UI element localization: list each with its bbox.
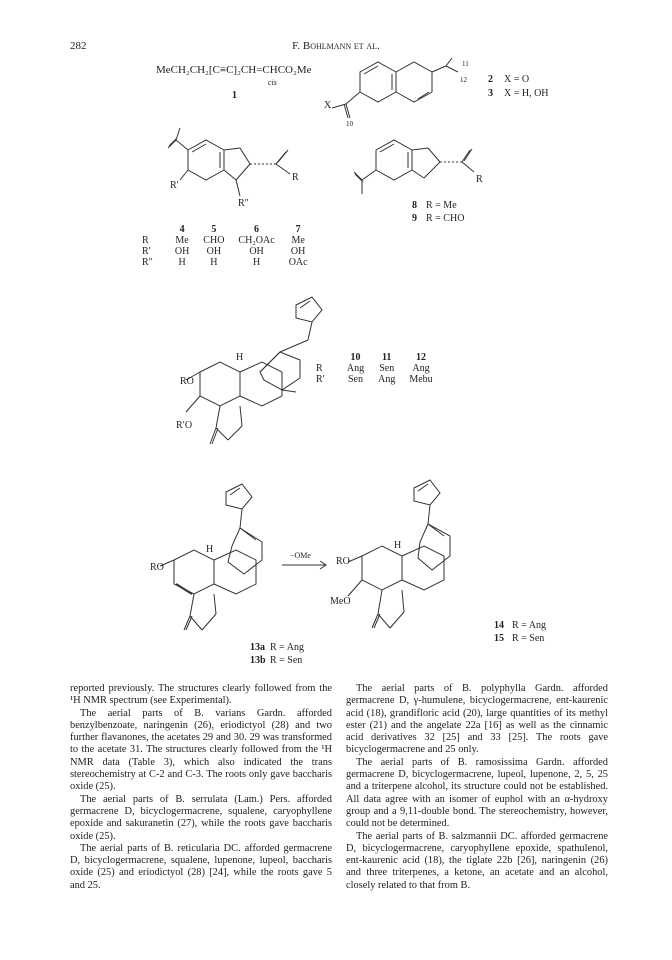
header-11: 11 <box>381 352 392 363</box>
atom-11: 11 <box>462 60 469 68</box>
def-3: X = H, OH <box>504 88 549 99</box>
cell: OH <box>174 246 190 257</box>
label-13b: 13b <box>250 655 266 666</box>
running-head: F. Bohlmann et al. <box>292 40 380 52</box>
paragraph: The aerial parts of B. serrulata (Lam.) Pers. afforded germacrene D, bicyclogermacrene, squalene, caryophyllene epoxide and sakuranetin (27), while the roots gave baccharis oxide (25). <box>70 793 332 842</box>
cell: Sen <box>379 363 395 374</box>
structure-13 <box>160 484 262 630</box>
atom-12: 12 <box>460 76 467 84</box>
formula-1: MeCH₂CH₂[C≡C]₂CH=CHCO₂Me <box>156 64 312 76</box>
cell: Me <box>291 235 305 246</box>
label-9: 9 <box>412 213 417 224</box>
header-4: 4 <box>179 224 185 235</box>
def-13a: R = Ang <box>270 642 304 653</box>
page-number: 282 <box>70 40 87 52</box>
cell: CHO <box>203 235 225 246</box>
right-h: H <box>394 540 402 551</box>
row-label: R″ <box>142 257 153 268</box>
sub-r-4-7: R <box>292 172 299 183</box>
def-2: X = O <box>504 74 530 85</box>
text-column-right <box>346 683 608 892</box>
cell: Ang <box>412 363 430 374</box>
paragraph: The aerial parts of B. varians Gardn. afforded benzylbenzoate, naringenin (26), eriodictyol (28) and two further flavanones, the acetates 29 and 30. 29 was transformed to the acetate 31. The structures clearly followed from the ¹H NMR data (Table 3), which also indicated the trans stereochemistry at C-2 and C-3. The roots only gave baccharis oxide (25). <box>70 707 332 793</box>
label-8: 8 <box>412 200 417 211</box>
structure-4-7 <box>168 128 290 196</box>
def-9: R = CHO <box>426 213 465 224</box>
sub-r2-4-7: R″ <box>238 198 249 209</box>
atom-10: 10 <box>346 120 353 128</box>
structure-8-9 <box>354 140 474 194</box>
structure-10-12 <box>186 297 322 444</box>
paragraph: reported previously. The structures clearly followed from the ¹H NMR spectrum (see Experimental). <box>70 683 332 707</box>
left-h: H <box>206 544 214 555</box>
formula-1-stereo: cis <box>268 78 277 87</box>
def-14: R = Ang <box>512 620 546 631</box>
left-ro: RO <box>150 562 164 573</box>
label-x: X <box>324 100 332 111</box>
row-label: R′ <box>142 246 151 257</box>
label-14: 14 <box>494 620 504 631</box>
row-label: R <box>316 363 323 374</box>
cell: Mebu <box>409 374 433 385</box>
label-13a: 13a <box>250 642 265 653</box>
paragraph: The aerial parts of B. polyphylla Gardn. afforded germacrene D, γ-humulene, bicyclogermacrene, ent-kaurenic acid (18), grandifloric acid (20), large quantities of its methyl ester (21) and the angelate 22a [16] as well as the cinnamic acid derivatives 32 [25] and 33 [25]. The roots gave bicyclogermacrene and 25 only. <box>346 683 608 756</box>
table-4-7 <box>142 224 322 268</box>
sub-r1-4-7: R′ <box>170 180 179 191</box>
structure-2-3 <box>332 58 458 118</box>
label-3: 3 <box>488 88 493 99</box>
cell: OAc <box>288 257 308 268</box>
label-1: 1 <box>232 90 237 101</box>
header-12: 12 <box>416 352 426 363</box>
cell: OH <box>290 246 306 257</box>
paragraph: The aerial parts of B. salzmannii DC. afforded germacrene D, bicyclogermacrene, caryophyllene epoxide, spathulenol, ent-kaurenic acid (18), the tiglate 22b [26], naringenin (26) and three triterpenes, a ketone, an acetate and an alcohol, closely related to that from B. <box>346 830 608 891</box>
reagent-label: −OMe <box>290 551 311 560</box>
def-13b: R = Sen <box>270 655 303 666</box>
cell: CH₂OAc <box>238 235 275 246</box>
sub-r-8-9: R <box>476 174 483 185</box>
def-15: R = Sen <box>512 633 545 644</box>
text-column-left <box>70 683 332 892</box>
cell: H <box>210 257 218 268</box>
cell: Ang <box>346 363 365 374</box>
header-5: 5 <box>211 224 217 235</box>
right-ro: RO <box>336 556 350 567</box>
header-6: 6 <box>254 224 260 235</box>
cell: H <box>178 257 186 268</box>
row-label: R′ <box>316 374 325 385</box>
ro-10-12: RO <box>180 376 194 387</box>
cell: H <box>252 257 261 268</box>
right-meo: MeO <box>330 596 351 607</box>
paragraph: The aerial parts of B. ramosissima Gardn. afforded germacrene D, bicyclogermacrene, lupeol, lupenone, 2, 5, 25 and a triterpene alcohol, its structure could not be established. All data agree with an isomer of euphol with an α-hydroxy group and a 9,11-double bond. The stereochemistry, however, could not be determined. <box>346 756 608 830</box>
cell: Sen <box>347 374 363 385</box>
def-8: R = Me <box>426 200 457 211</box>
cell: Me <box>175 235 189 246</box>
header-7: 7 <box>295 224 301 235</box>
label-15: 15 <box>494 633 504 644</box>
h-10-12: H <box>236 352 244 363</box>
table-10-12 <box>316 352 447 385</box>
paragraph: The aerial parts of B. reticularia DC. afforded germacrene D, bicyclogermacrene, squalene, lupenone, lupeol, baccharis oxide (25) and eriodictyol (28) [24], while the roots gave 5 and 25. <box>70 842 332 891</box>
r1o-10-12: R′O <box>176 420 193 431</box>
structure-14-15 <box>348 480 450 628</box>
header-10: 10 <box>350 352 361 363</box>
label-2: 2 <box>488 74 493 85</box>
cell: OH <box>249 246 264 257</box>
cell: OH <box>206 246 222 257</box>
row-label: R <box>142 235 149 246</box>
cell: Ang <box>378 374 396 385</box>
